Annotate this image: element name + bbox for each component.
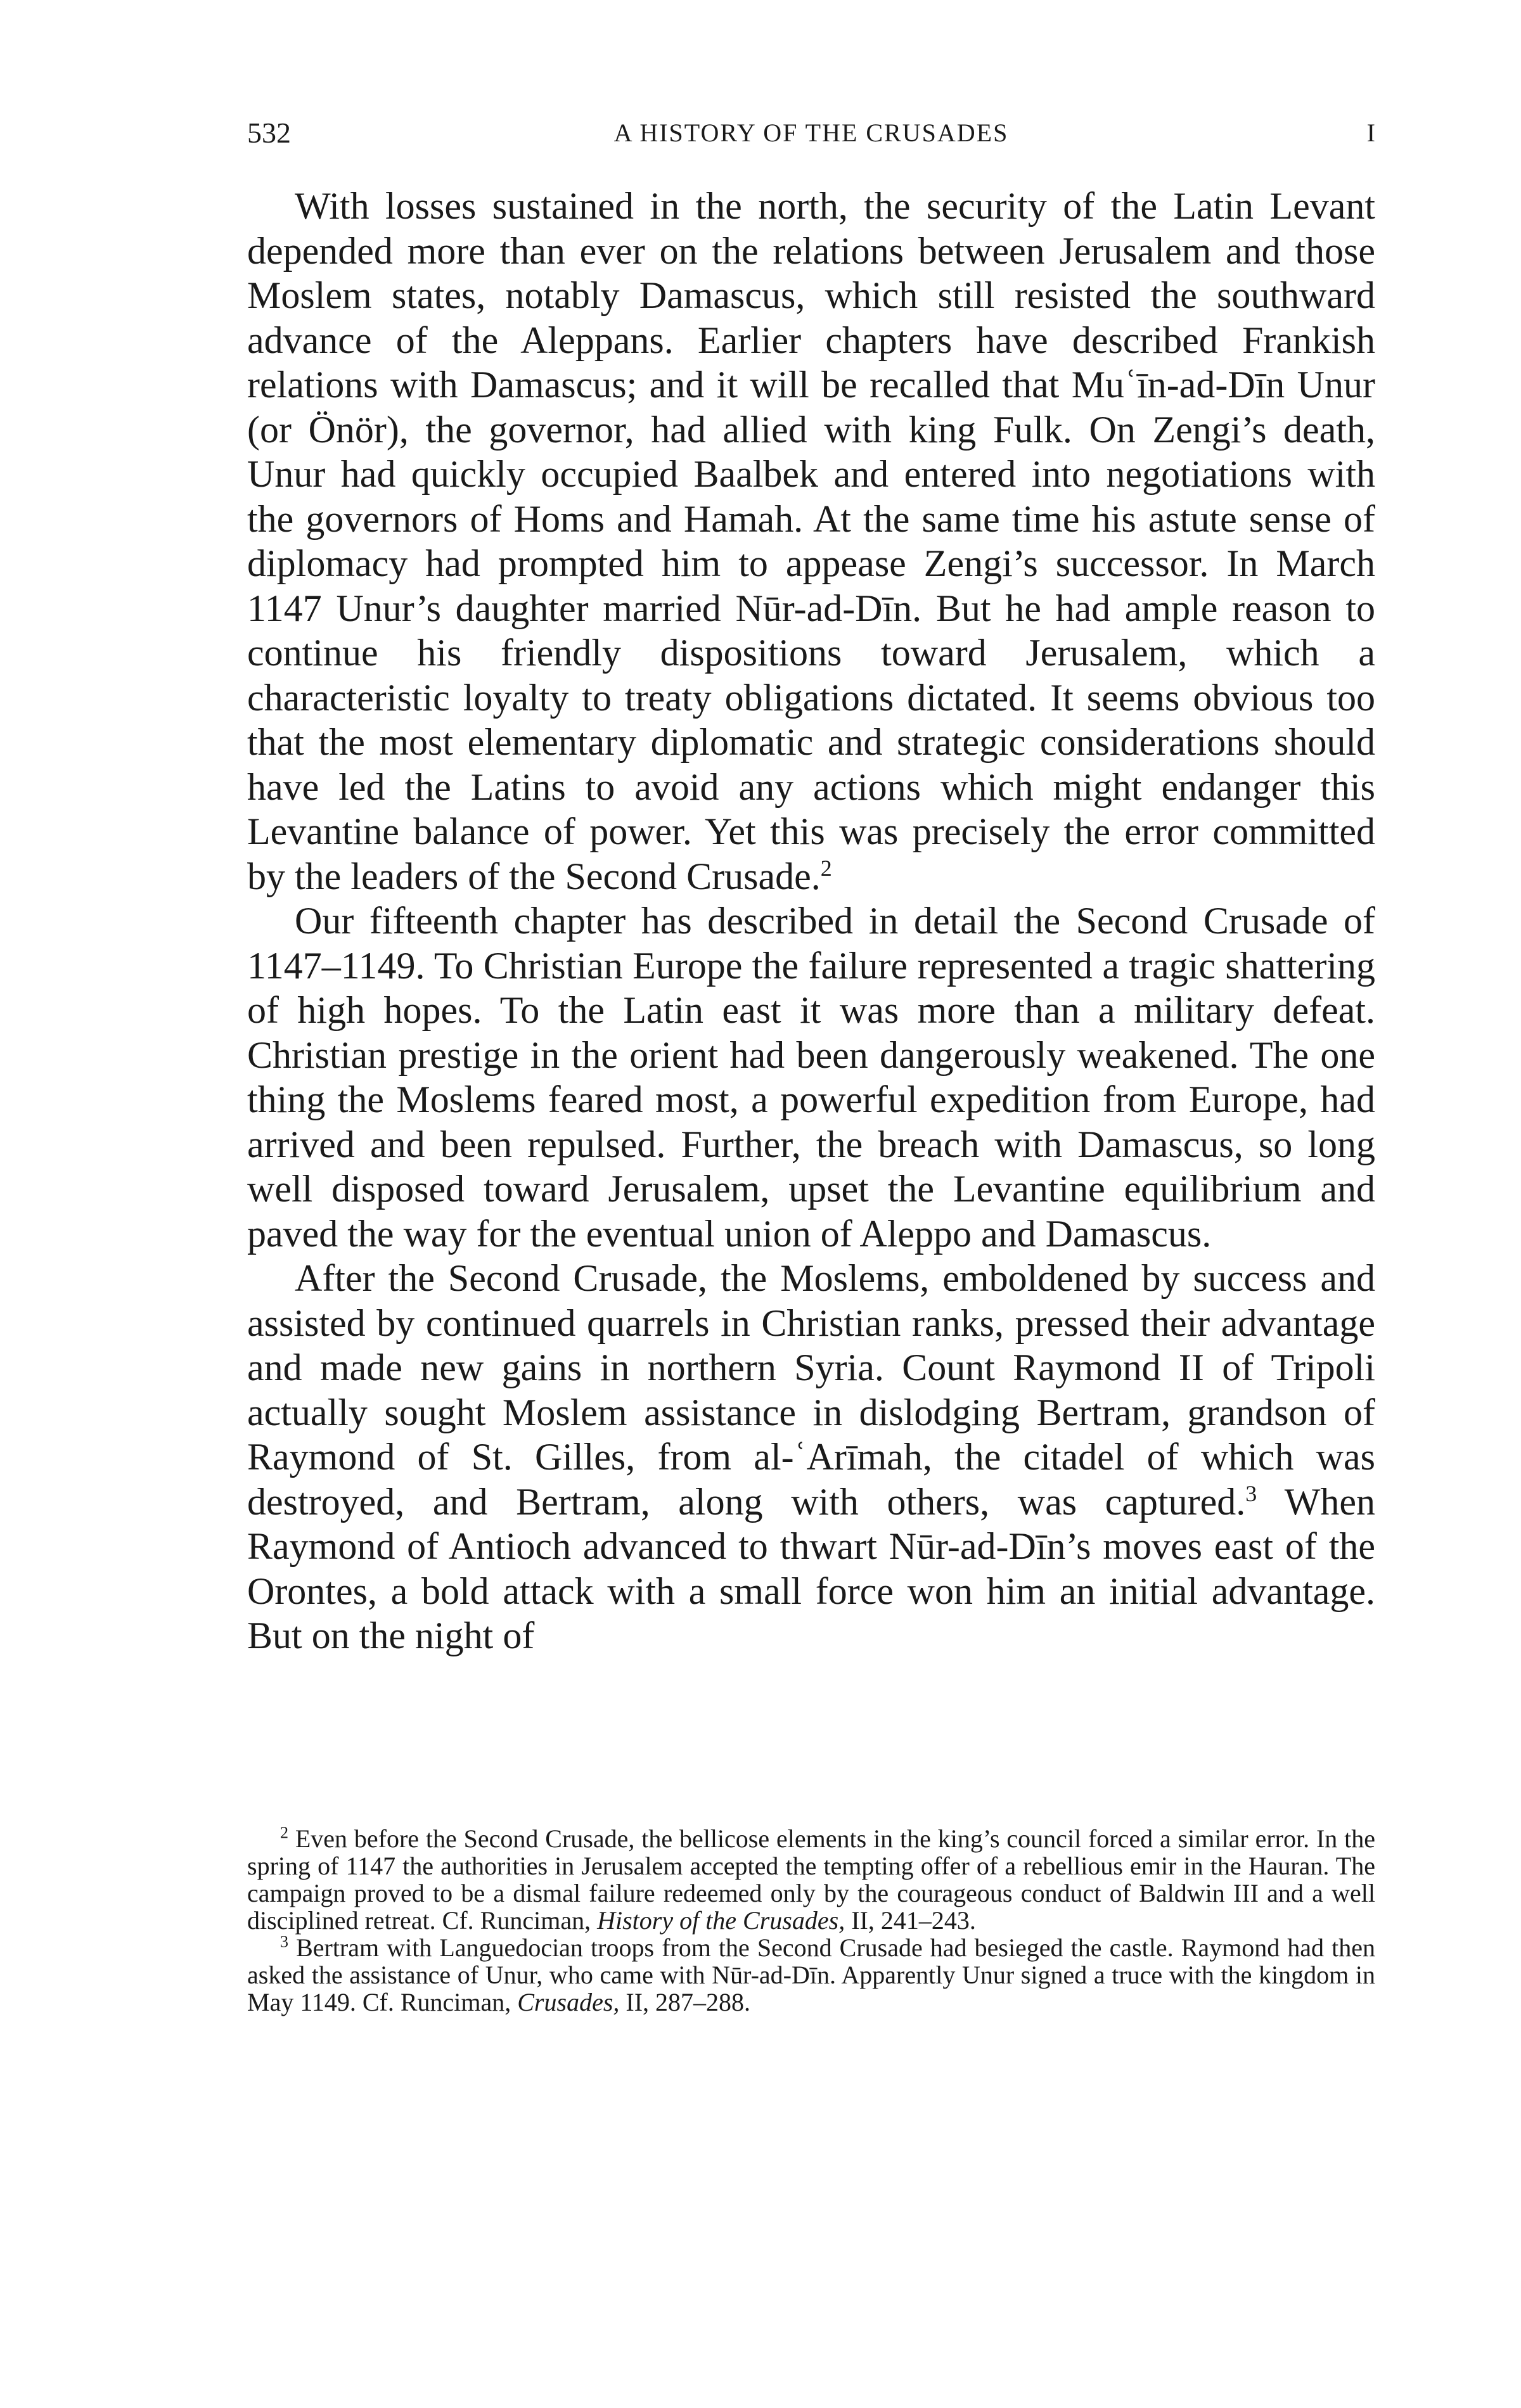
paragraph-3 <box>247 1256 1375 1658</box>
paragraph-2 <box>247 899 1375 1256</box>
footnote-2-text-a: Even before the Second Crusade, the bellicose elements in the king’s council forced a similar error. In the spring of 1147 the authorities in Jerusalem accepted the tempting offer of a rebellious emir in the Hauran. The campaign proved to be a dismal failure redeemed only by the courageous conduct of Baldwin III and a well disciplined retreat. Cf. Runciman, <box>247 1824 1375 1935</box>
paragraph-1-text: With losses sustained in the north, the security of the Latin Levant depended more than ever on the relations between Jerusalem and those Moslem states, notably Damascus, which still resisted the southward advance of the Aleppans. Earlier chapters have described Frankish relations with Damascus; and it will be recalled that Muʿīn-ad-Dīn Unur (or Önör), the governor, had allied with king Fulk. On Zengi’s death, Unur had quickly occupied Baalbek and entered into negotiations with the governors of Homs and Hamah. At the same time his astute sense of diplomacy had prompted him to appease Zengi’s successor. In March 1147 Unur’s daughter married Nūr-ad-Dīn. But he had ample reason to continue his friendly dispositions toward Jerusalem, which a characteristic loyalty to treaty obligations dictated. It seems obvious too that the most elementary diplomatic and strategic considerations should have led the Latins to avoid any actions which might endanger this Levantine balance of power. Yet this was precisely the error committed by the leaders of the Second Crusade. <box>247 185 1375 897</box>
footnote-3-text-a: Bertram with Languedocian troops from the Second Crusade had besieged the castle. Raymond had then asked the assistance of Unur, who came with Nūr-ad-Dīn. Apparently Unur signed a truce with the kingdom in May 1149. Cf. Runciman, <box>247 1933 1375 2016</box>
footnote-3 <box>247 1934 1375 2016</box>
footnote-3-text-b: II, 287–288. <box>619 1988 751 2016</box>
footnote-2-marker: 2 <box>280 1823 288 1842</box>
running-header <box>247 114 1375 152</box>
footnote-3-title: Crusades, <box>517 1988 620 2016</box>
footnote-2 <box>247 1825 1375 1934</box>
volume-number: I <box>1366 118 1375 147</box>
main-text <box>247 184 1375 1658</box>
paragraph-3-text-a: After the Second Crusade, the Moslems, emboldened by success and assisted by continued quarrels in Christian ranks, pressed their advantage and made new gains in northern Syria. Count Raymond II of Tripoli actually sought Moslem assistance in dislodging Bertram, grandson of Raymond of St. Gilles, from al-ʿArīmah, the citadel of which was destroyed, and Bertram, along with others, was captured. <box>247 1257 1375 1523</box>
paragraph-1 <box>247 184 1375 899</box>
footnotes <box>247 1825 1375 2016</box>
footnote-3-marker: 3 <box>280 1932 288 1951</box>
footnote-ref-3[interactable]: 3 <box>1245 1480 1257 1506</box>
footnote-ref-2[interactable]: 2 <box>820 855 832 881</box>
footnote-2-text-b: II, 241–243. <box>845 1906 976 1935</box>
page-number: 532 <box>247 117 291 149</box>
footnote-2-title: History of the Crusades, <box>597 1906 845 1935</box>
paragraph-2-text: Our fifteenth chapter has described in detail the Second Crusade of 1147–1149. To Christian Europe the failure represented a tragic shattering of high hopes. To the Latin east it was more than a military defeat. Christian prestige in the orient had been dangerously weakened. The one thing the Moslems feared most, a powerful expedition from Europe, had arrived and been repulsed. Further, the breach with Damascus, so long well disposed toward Jerusalem, upset the Levantine equilibrium and paved the way for the eventual union of Aleppo and Damascus. <box>247 900 1375 1255</box>
paragraph-3-text-b: When Raymond of Antioch advanced to thwart Nūr-ad-Dīn’s moves east of the Orontes, a bold attack with a small force won him an initial advantage. But on the night of <box>247 1480 1375 1656</box>
running-title: A HISTORY OF THE CRUSADES <box>613 118 1009 147</box>
